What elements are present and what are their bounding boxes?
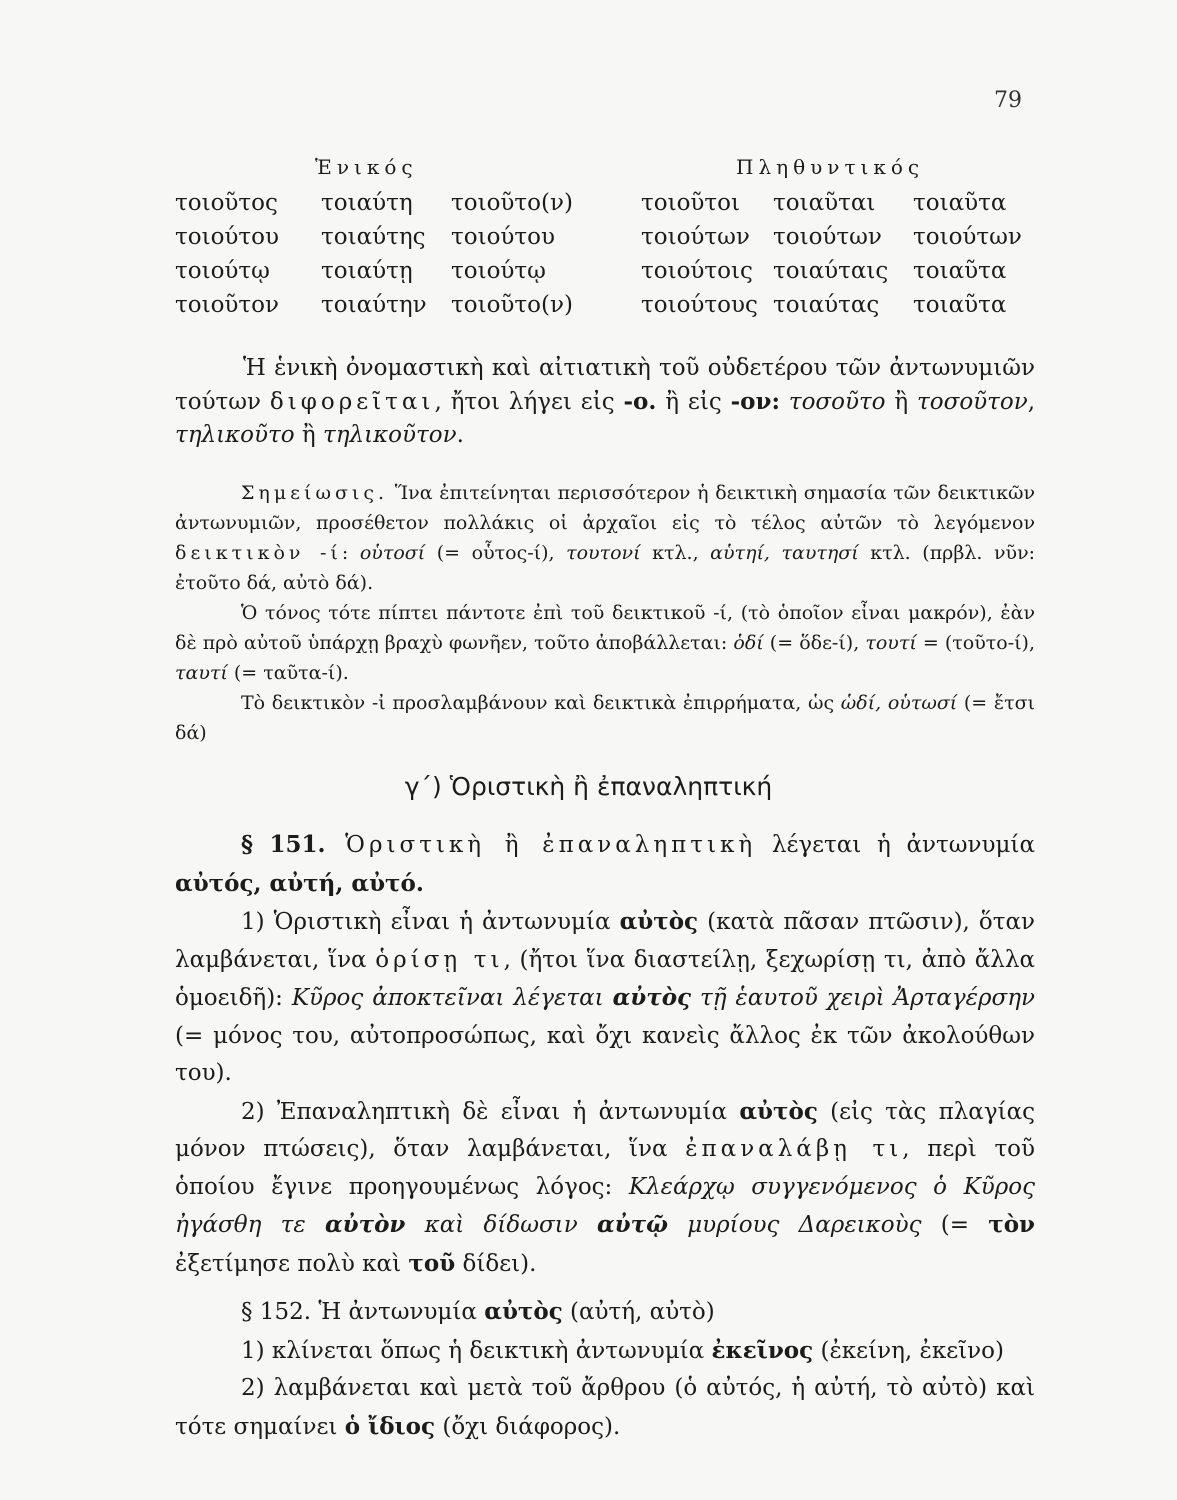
text: (= μόνος του, αὐτοπροσώπως, καὶ ὄχι κανεὶς ἄλλος ἐκ τῶν ἀκολούθων του). bbox=[175, 1022, 1035, 1086]
italic-text: τηλικοῦτο bbox=[175, 422, 295, 448]
table-cell: τοιοῦτο(ν) bbox=[451, 190, 573, 216]
table-cell: τοιαῦτα bbox=[913, 258, 1007, 284]
repetitive-paragraph bbox=[175, 1093, 1035, 1284]
table-cell: τοιαύτη bbox=[321, 190, 413, 216]
italic-text: Κλεάρχῳ συγγενόμενος ὁ Κῦρος ἠγάσθη τε bbox=[175, 1173, 1036, 1238]
text: , ἤτοι λήγει εἰς bbox=[434, 389, 624, 415]
note-block bbox=[175, 478, 1035, 748]
text: (= ταῦτα-ί). bbox=[227, 662, 349, 684]
table-cell: τοιαῦτα bbox=[913, 292, 1007, 318]
header-plural: Πληθυντικός bbox=[736, 155, 925, 179]
note-paragraph bbox=[175, 688, 1035, 748]
text: = (τοῦτο-ί), bbox=[916, 632, 1036, 654]
text: 1) κλίνεται ὅπως ἡ δεικτικὴ ἀντωνυμία bbox=[241, 1337, 712, 1364]
text: (ἐκείνη, ἐκεῖνο) bbox=[813, 1337, 1004, 1364]
bold-text: ὁ ἴδιος bbox=[344, 1412, 436, 1440]
italic-text: καὶ δίδωσιν bbox=[405, 1212, 597, 1238]
note-label: Σημείωσις. bbox=[241, 482, 389, 504]
section-number: § 151. bbox=[241, 831, 326, 858]
text: 1) Ὁριστικὴ εἶναι ἡ ἀντωνυμία bbox=[241, 909, 620, 935]
bold-text: τοῦ bbox=[408, 1249, 456, 1277]
italic-text: τηλικοῦτον bbox=[323, 422, 457, 448]
spaced-text: ὁρίσῃ τι bbox=[375, 946, 504, 973]
text: ἐξετίμησε πολὺ καὶ bbox=[175, 1250, 409, 1277]
spaced-text: διφορεῖται bbox=[269, 389, 435, 415]
declension-table bbox=[175, 150, 1025, 322]
italic-text: τουτί bbox=[865, 632, 917, 654]
table-cell: τοιοῦτος bbox=[175, 190, 278, 216]
table-cell: τοιοῦτο(ν) bbox=[451, 292, 573, 318]
text: (αὐτή, αὐτὸ) bbox=[562, 1299, 715, 1325]
table-cell: τοιαύτας bbox=[773, 292, 880, 318]
bold-text: αὐτός, αὐτή, αὐτό. bbox=[175, 869, 424, 897]
section-151-paragraph bbox=[175, 826, 1035, 903]
note-paragraph bbox=[175, 478, 1035, 598]
italic-text: τουτονί bbox=[566, 542, 641, 564]
text: (= ὅδε-ί), bbox=[763, 632, 866, 654]
text: ἢ εἰς bbox=[656, 389, 731, 415]
italic-text: τοσοῦτο bbox=[779, 389, 886, 415]
table-cell: τοιαῦται bbox=[773, 190, 876, 216]
table-cell: τοιαύτῃ bbox=[321, 258, 413, 284]
text: ἢ bbox=[885, 389, 918, 415]
table-cell: τοιούτους bbox=[641, 292, 758, 318]
table-row bbox=[175, 254, 1025, 288]
text: (= οὗτος-ί), bbox=[425, 542, 567, 564]
bold-text: ἐκεῖνος bbox=[711, 1336, 814, 1364]
text: 2) λαμβάνεται καὶ μετὰ τοῦ ἄρθρου (ὁ αὐτός, ἡ αὐτή, τὸ αὐτὸ) καὶ τότε σημαίνει bbox=[175, 1375, 1035, 1440]
table-cell: τοιούτων bbox=[641, 224, 750, 250]
italic-text: Κῦρος ἀποκτεῖναι λέγεται bbox=[291, 985, 613, 1011]
italic-text: ταυτί bbox=[175, 662, 228, 684]
neuter-form-paragraph bbox=[175, 352, 1035, 452]
definitive-paragraph bbox=[175, 903, 1035, 1093]
bold-italic-text: αὐτῷ bbox=[596, 1211, 668, 1238]
text: (εἰς τὰς πλαγίας μόνον πτώσεις), ὅταν λαμβάνεται, ἵνα bbox=[175, 1098, 1036, 1162]
text: Ὁ τόνος τότε πίπτει πάντοτε ἐπὶ τοῦ δεικτικοῦ -ί, (τὸ ὁποῖον εἶναι μακρόν), ἐὰν δὲ πρὸ αὐτοῦ ὑπάρχῃ βραχὺ φωνῆεν, τοῦτο ἀποβάλλεται: bbox=[175, 602, 1035, 654]
table-row bbox=[175, 288, 1025, 322]
table-row bbox=[175, 220, 1025, 254]
note-paragraph bbox=[175, 598, 1035, 688]
table-cell: τοιοῦτοι bbox=[641, 190, 741, 216]
table-cell: τοιαῦτα bbox=[913, 190, 1007, 216]
text: Ἡ ἀντωνυμία bbox=[311, 1299, 485, 1325]
text: : bbox=[341, 542, 360, 564]
page-number: 79 bbox=[994, 88, 1022, 113]
text: Ἡ ἑνικὴ ὀνομαστικὴ καὶ αἰτιατικὴ τοῦ οὐδετέρου τῶν ἀντωνυμιῶν τούτων bbox=[175, 355, 1035, 415]
text: κτλ. (πρβλ. νῦν: ἐτοῦτο δά, αὐτὸ δά). bbox=[175, 542, 1036, 594]
section-152-paragraph bbox=[175, 1293, 1035, 1332]
italic-text: τοσοῦτον bbox=[917, 389, 1028, 415]
section-number: § 152. bbox=[241, 1299, 312, 1325]
text: δίδει). bbox=[455, 1250, 537, 1277]
italic-text: ὁδί bbox=[733, 632, 764, 654]
header-singular: Ἑνικός bbox=[315, 155, 418, 179]
bold-italic-text: αὐτὸν bbox=[324, 1211, 406, 1238]
table-cell: τοιούτων bbox=[773, 224, 882, 250]
bold-text: αὐτὸς bbox=[619, 908, 699, 935]
italic-text: αὑτηί, ταυτησί bbox=[710, 542, 859, 564]
spaced-text: δεικτικὸν -ί bbox=[175, 542, 342, 564]
italic-text: τῇ ἑαυτοῦ χειρὶ Ἀρταγέρσην bbox=[691, 985, 1035, 1011]
section-152-item-2 bbox=[175, 1370, 1035, 1446]
text: 2) Ἐπαναληπτικὴ δὲ εἶναι ἡ ἀντωνυμία bbox=[241, 1098, 740, 1125]
spaced-text: ἐπαναλάβῃ τι bbox=[685, 1136, 903, 1162]
table-cell: τοιούτου bbox=[451, 224, 555, 250]
text: , περὶ τοῦ ὁποίου ἔγινε προηγουμένως λόγος: bbox=[175, 1136, 1035, 1200]
text: κτλ., bbox=[640, 542, 711, 564]
table-cell: τοιούτοις bbox=[641, 258, 753, 284]
table-cell: τοιούτων bbox=[913, 224, 1022, 250]
bold-text: αὐτὸς bbox=[484, 1298, 563, 1325]
italic-text: ὡδί, οὑτωσί bbox=[840, 692, 958, 714]
table-cell: τοιαύτην bbox=[321, 292, 427, 318]
italic-text: οὑτοσί bbox=[359, 542, 426, 564]
bold-italic-text: αὐτὸς bbox=[612, 984, 692, 1011]
text: (= bbox=[921, 1212, 989, 1238]
bold-text: αὐτὸς bbox=[739, 1097, 818, 1125]
table-cell: τοιοῦτον bbox=[175, 292, 279, 318]
italic-text: μυρίους Δαρεικοὺς bbox=[667, 1212, 922, 1238]
text: , bbox=[1027, 389, 1036, 415]
table-cell: τοιούτου bbox=[175, 224, 279, 250]
text: , (ἤτοι ἵνα διαστείλῃ, ξεχωρίσῃ τι, ἀπὸ ἄλλα ὁμοειδῆ): bbox=[175, 946, 1035, 1011]
table-cell: τοιαύταις bbox=[773, 258, 889, 284]
text: Ἵνα ἐπιτείνηται περισσότερον ἡ δεικτικὴ σημασία τῶν δεικτικῶν ἀντωνυμιῶν, προσέθετον πολλάκις οἱ ἀρχαῖοι εἰς τὸ τέλος αὐτῶν τὸ λεγόμενον bbox=[175, 482, 1035, 534]
text: Τὸ δεικτικὸν -ἰ προσλαμβάνουν καὶ δεικτικὰ ἐπιρρήματα, ὡς bbox=[241, 692, 841, 714]
main-text bbox=[175, 826, 1035, 1446]
bold-text: -ον: bbox=[730, 388, 780, 415]
section-heading: γ΄) Ὁριστικὴ ἢ ἐπαναληπτική bbox=[404, 772, 773, 801]
table-cell: τοιούτῳ bbox=[175, 258, 270, 284]
bold-text: τὸν bbox=[988, 1211, 1036, 1238]
text: . bbox=[456, 422, 464, 448]
spaced-text: Ὁριστικὴ ἢ ἐπαναληπτικὴ bbox=[325, 832, 757, 858]
text: (ὄχι διάφορος). bbox=[435, 1413, 621, 1440]
text: ἢ bbox=[294, 422, 323, 448]
bold-text: -ο. bbox=[623, 388, 657, 415]
text: (= ἔτσι δά) bbox=[175, 692, 1036, 744]
table-row bbox=[175, 186, 1025, 220]
text: λέγεται ἡ ἀντωνυμία bbox=[756, 832, 1035, 858]
table-cell: τοιούτῳ bbox=[451, 258, 546, 284]
table-header-row bbox=[175, 150, 1025, 186]
table-cell: τοιαύτης bbox=[321, 224, 426, 250]
text: (κατὰ πᾶσαν πτῶσιν), ὅταν λαμβάνεται, ἵνα bbox=[175, 909, 1036, 973]
section-152-item-1 bbox=[175, 1332, 1035, 1371]
